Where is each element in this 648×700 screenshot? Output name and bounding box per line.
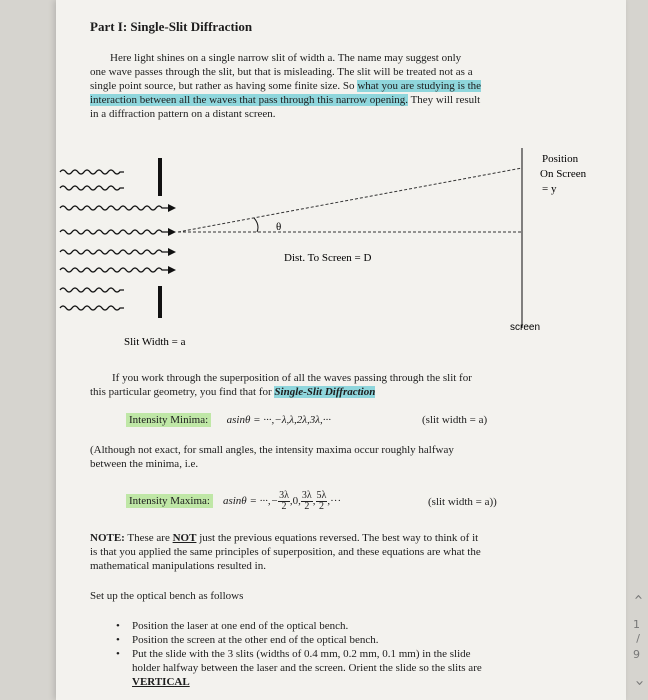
minima-equation: asinθ = ···,−λ,λ,2λ,3λ,··· bbox=[226, 414, 332, 426]
diffraction-diagram bbox=[56, 140, 626, 350]
setup-bullet-1: Position the laser at one end of the optical bench. bbox=[132, 620, 349, 632]
superposition-line-1: If you work through the superposition of all the waves passing through the slit for bbox=[112, 372, 472, 384]
intro-line-1: Here light shines on a single narrow slit of width a. The name may suggest only bbox=[110, 52, 462, 64]
angled-ray-line bbox=[178, 168, 522, 232]
scroll-up-button[interactable]: ‹ bbox=[630, 594, 648, 600]
wave-arrowheads bbox=[168, 204, 176, 274]
incoming-waves bbox=[60, 170, 168, 310]
intro-line-2: one wave passes through the slit, but that is misleading. The slit will be treated not as a bbox=[90, 66, 473, 78]
setup-bullet-3-line-2: holder halfway between the laser and the screen. Orient the slide so the slits are bbox=[132, 662, 482, 674]
highlight-text: what you are studying is the bbox=[357, 80, 482, 92]
intro-line-4: interaction between all the waves that pass through this narrow opening. They will result bbox=[90, 94, 481, 106]
angle-arc bbox=[254, 218, 258, 232]
setup-bullet-2: Position the screen at the other end of the optical bench. bbox=[132, 634, 379, 646]
section-title: Part I: Single-Slit Diffraction bbox=[90, 19, 253, 34]
note-line-2: is that you applied the same principles of superposition, and these equations are what the bbox=[90, 546, 481, 558]
position-label-3: = y bbox=[542, 183, 557, 195]
minima-row bbox=[126, 414, 331, 426]
page-separator: / bbox=[636, 632, 640, 645]
distance-label: Dist. To Screen = D bbox=[284, 252, 372, 264]
note-line-3: mathematical manipulations resulted in. bbox=[90, 560, 266, 572]
maxima-label: Intensity Maxima: bbox=[126, 494, 213, 508]
bullet-dot: • bbox=[116, 634, 120, 646]
document-page bbox=[56, 0, 626, 700]
maxima-note: (slit width = a)) bbox=[428, 496, 497, 508]
approx-line-1: (Although not exact, for small angles, the intensity maxima occur roughly halfway bbox=[90, 444, 454, 456]
minima-label: Intensity Minima: bbox=[126, 413, 211, 427]
fraction: $\frac{5\lambda}{2}$ bbox=[316, 489, 327, 512]
single-slit-emphasis: Single-Slit Diffraction bbox=[274, 386, 376, 398]
position-label-2: On Screen bbox=[540, 168, 587, 180]
bullet-dot: • bbox=[116, 620, 120, 632]
page-total: 9 bbox=[633, 648, 640, 661]
minima-note: (slit width = a) bbox=[422, 414, 488, 426]
setup-bullet-3: Put the slide with the 3 slits (widths of 0.4 mm, 0.2 mm, 0.1 mm) in the slide bbox=[132, 648, 471, 660]
setup-heading: Set up the optical bench as follows bbox=[90, 590, 244, 602]
superposition-line-2: this particular geometry, you find that for Single-Slit Diffraction bbox=[90, 386, 376, 398]
maxima-lhs: asinθ = ···,− bbox=[222, 495, 279, 507]
page-current: 1 bbox=[633, 618, 640, 631]
setup-bullet-3-line-3: VERTICAL bbox=[132, 676, 190, 688]
slit-width-label: Slit Width = a bbox=[124, 336, 186, 348]
highlight-text: interaction between all the waves that pass through this narrow opening. bbox=[90, 94, 408, 106]
intro-line-5: in a diffraction pattern on a distant screen. bbox=[90, 108, 276, 120]
approx-line-2: between the minima, i.e. bbox=[90, 458, 199, 470]
bullet-dot: • bbox=[116, 648, 120, 660]
screen-label: screen bbox=[510, 322, 541, 333]
fraction: $\frac{3\lambda}{2}$ bbox=[279, 489, 289, 512]
fraction: $\frac{3\lambda}{2}$ bbox=[301, 489, 312, 512]
note-line-1: NOTE: These are NOT just the previous equations reversed. The best way to think of it bbox=[90, 532, 479, 544]
theta-label: θ bbox=[276, 221, 282, 233]
maxima-row: Intensity Maxima: asinθ = ···,− $\frac{3\lambda}{2}$ ,0, $\frac{3\lambda}{2}$ , $\frac{5\lambda}{2}$ ,··· bbox=[126, 486, 341, 516]
position-label-1: Position bbox=[542, 153, 579, 165]
intro-line-3: single point source, but rather as having some finite size. So what you are studying is the bbox=[90, 80, 482, 92]
scroll-down-button[interactable]: ‹ bbox=[630, 680, 648, 686]
